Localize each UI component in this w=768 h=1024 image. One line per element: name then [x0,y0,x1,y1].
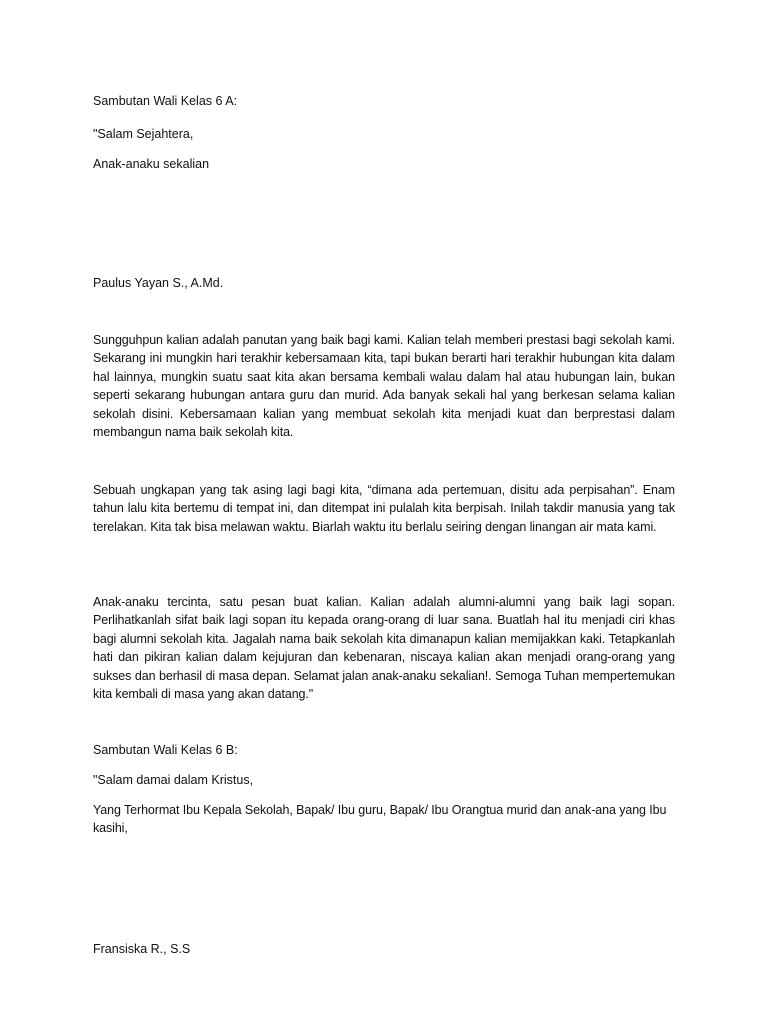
section-b-greeting: "Salam damai dalam Kristus, [93,773,254,787]
section-a-greeting: "Salam Sejahtera, [93,127,194,141]
section-b-heading: Sambutan Wali Kelas 6 B: [93,743,238,757]
section-b-signature: Fransiska R., S.S [93,942,191,956]
section-a-salutation: Anak-anaku sekalian [93,157,210,171]
section-a-heading: Sambutan Wali Kelas 6 A: [93,94,238,108]
section-a-paragraph-1: Sungguhpun kalian adalah panutan yang baik bagi kami. Kalian telah memberi prestasi bagi sekolah kami. Sekarang ini mungkin hari terakhir kebersamaan kita, tapi bukan berarti hari terakhir hubungan kita dalam hal lainnya, mungkin suatu saat kita akan bersama kembali walau dalam hal atau hubungan lain, bukan seperti sekarang hubungan antara guru dan murid. Ada banyak sekali hal yang berkesan selama kalian sekolah disini. Kebersamaan kalian yang membuat sekolah kita menjadi kuat dan berprestasi dalam membangun nama baik sekolah kita. [93,333,675,440]
section-a-signature: Paulus Yayan S., A.Md. [93,276,224,290]
section-a-paragraph-3: Anak-anaku tercinta, satu pesan buat kalian. Kalian adalah alumni-alumni yang baik lagi sopan. Perlihatkanlah sifat baik lagi sopan itu kepada orang-orang di luar sana. Buatlah hal itu menjadi ciri khas bagi alumni sekolah kita. Jagalah nama baik sekolah kita dimanapun kalian memijakkan kaki. Tetapkanlah hati dan pikiran kalian dalam kejujuran dan kebenaran, niscaya kalian akan menjadi orang-orang yang sukses dan berhasil di masa depan. Selamat jalan anak-anaku sekalian!. Semoga Tuhan mempertemukan kita kembali di masa yang akan datang." [93,595,675,702]
section-b-salutation: Yang Terhormat Ibu Kepala Sekolah, Bapak/ Ibu guru, Bapak/ Ibu Orangtua murid dan anak-ana yang Ibu kasihi, [93,803,667,836]
section-a-paragraph-2: Sebuah ungkapan yang tak asing lagi bagi kita, “dimana ada pertemuan, disitu ada perpisahan”. Enam tahun lalu kita bertemu di tempat ini, dan ditempat ini pulalah kita berpisah. Inilah takdir manusia yang tak terelakan. Kita tak bisa melawan waktu. Biarlah waktu itu berlalu seiring dengan linangan air mata kami. [93,483,675,534]
